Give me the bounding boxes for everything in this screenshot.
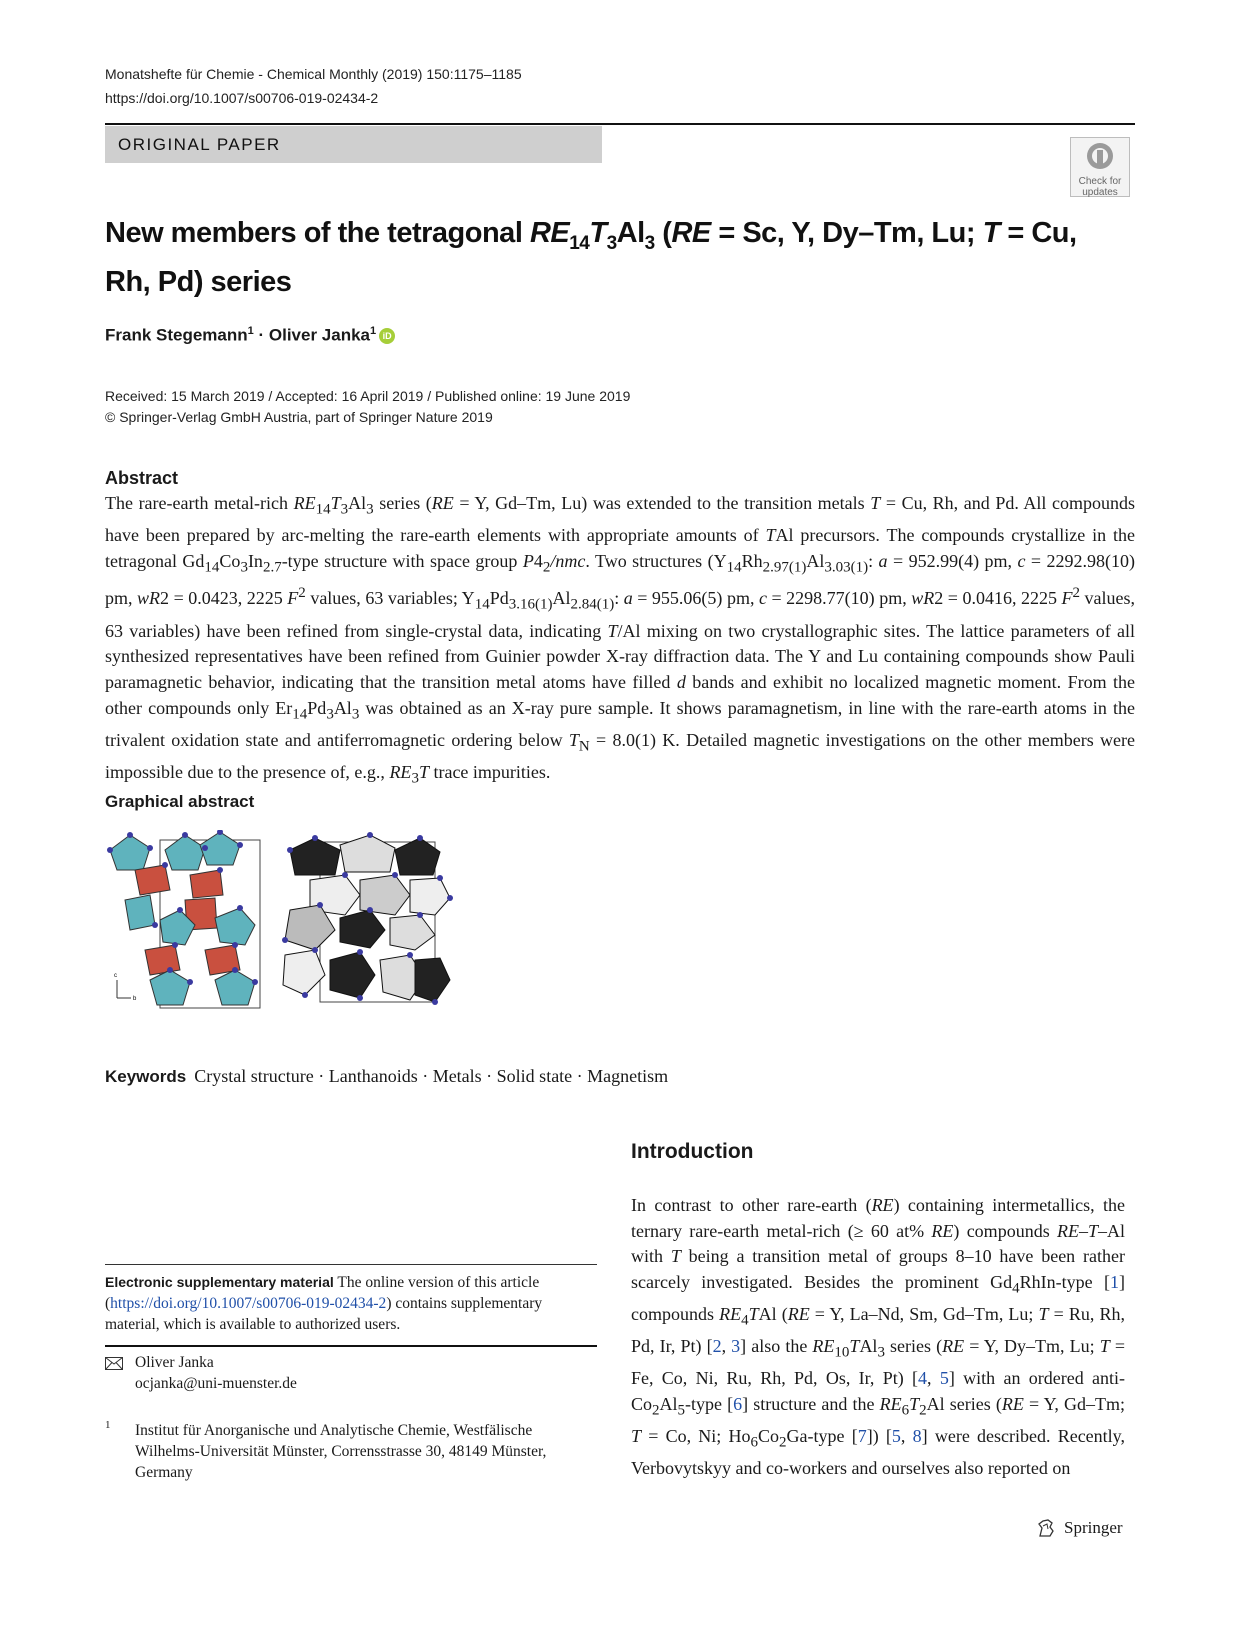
right-polyhedra-structure [282, 832, 453, 1005]
envelope-icon [105, 1357, 123, 1370]
reference-link[interactable]: 3 [731, 1336, 741, 1357]
reference-link[interactable]: 6 [733, 1393, 743, 1414]
corresponding-author-email[interactable]: ocjanka@uni-muenster.de [135, 1375, 297, 1392]
affiliation-text: Institut für Anorganische und Analytische Chemie, Westfälische Wilhelms-Universität Münster, Corrensstrasse 30, 48149 Münster, Germany [135, 1422, 547, 1481]
reference-link[interactable]: 7 [857, 1426, 867, 1447]
footnote-rule [105, 1264, 597, 1265]
abstract-heading: Abstract [105, 468, 179, 488]
header-rule [105, 123, 1135, 125]
reference-link[interactable]: 8 [912, 1426, 922, 1447]
corresponding-author-name: Oliver Janka [135, 1354, 214, 1371]
keywords [105, 1066, 668, 1087]
check-for-updates-badge[interactable] [1070, 137, 1130, 197]
contact-rule [105, 1345, 597, 1347]
reference-link[interactable]: 5 [939, 1368, 949, 1389]
author-name[interactable]: Oliver Janka [268, 325, 371, 345]
springer-logo [1036, 1518, 1123, 1540]
author-list: Frank Stegemann$^1$ · Oliver Janka$^1$ iD [105, 325, 395, 346]
left-polyhedra-structure [107, 830, 260, 1008]
springer-horse-icon [1036, 1518, 1056, 1538]
abstract-body: The rare-earth metal-rich $RE_{14}T_3Al_3$ series (RE = Y, Gd–Tm, Lu) was extended to the transition metals T = Cu, Rh, and Pd. All compounds have been prepared by arc-melting the rare-earth elements with appropriate amounts of TAl precursors. The compounds crystallize in the tetragonal $Gd_{14}Co_3In_{2.7}$-type structure with space group $P4_2$/nmc. Two structures ($Y_{14}Rh_{2.97(1)}Al_{3.03(1)}$: a = 952.99(4) pm, c = 2292.98(10) pm, wR2 = 0.0423, 2225 $F^2$ values, 63 variables; $Y_{14}Pd_{3.16(1)}Al_{2.84(1)}$: a = 955.06(5) pm, c = 2298.77(10) pm, wR2 = 0.0416, 2225 $F^2$ values, 63 variables) have been refined from single-crystal data, indicating T/Al mixing on two crystallographic sites. The lattice parameters of all synthesized representatives have been refined from Guinier powder X-ray diffraction data. The Y and Lu containing compounds show Pauli paramagnetic behavior, indicating that the transition metal atoms have filled d bands and exhibit no localized magnetic moment. From the other compounds only $Er_{14}Pd_3Al_3$ was obtained as an X-ray pure sample. It shows paramagnetism, in line with the rare-earth atoms in the trivalent oxidation state and antiferromagnetic ordering below $T_N = 8.0(1)$ K. Detailed magnetic investigations on the other members were impossible due to the presence of, e.g., $RE_3T$ trace impurities. [105, 493, 1136, 787]
author-name[interactable]: Frank Stegemann [105, 325, 248, 345]
journal-citation: Monatshefte für Chemie - Chemical Monthly (2019) 150:1175–1185 [105, 66, 522, 82]
reference-link[interactable]: 2 [712, 1336, 722, 1357]
orcid-icon[interactable]: iD [379, 328, 395, 344]
reference-link[interactable]: 1 [1110, 1271, 1120, 1292]
paper-title: New members of the tetragonal $RE_{14}T_3Al_3$ (RE = Sc, Y, Dy–Tm, Lu; T = Cu, Rh, Pd) series [105, 217, 1077, 298]
keywords-label: Keywords [105, 1067, 187, 1086]
axis-label-b: b [133, 996, 137, 1002]
graphical-abstract-heading: Graphical abstract [105, 792, 255, 811]
axis-label-c: c [114, 973, 117, 979]
introduction-body: In contrast to other rare-earth (RE) containing intermetallics, the ternary rare-earth metal-rich (≥ 60 at% RE) compounds RE–T–Al with T being a transition metal of groups 8–10 have been rather scarcely investigated. Besides the prominent $Gd_4RhIn$-type [1] compounds $RE_4TAl$ (RE = Y, La–Nd, Sm, Gd–Tm, Lu; T = Ru, Rh, Pd, Ir, Pt) [2, 3] also the $RE_{10}TAl_3$ series (RE = Y, Dy–Tm, Lu; T = Fe, Co, Ni, Ru, Rh, Pd, Os, Ir, Pt) [4, 5] with an ordered anti-$Co_2Al_5$-type [6] structure and the $RE_6T_2Al$ series (RE = Y, Gd–Tm; T = Co, Ni; $Ho_6Co_2Ga$-type [7]) [5, 8] were described. Recently, Verbovytskyy and co-workers and ourselves also reported on [631, 1195, 1126, 1479]
introduction-heading: Introduction [631, 1140, 754, 1163]
doi-link[interactable]: https://doi.org/10.1007/s00706-019-02434-2 [105, 90, 379, 106]
copyright-notice: © Springer-Verlag GmbH Austria, part of Springer Nature 2019 [105, 409, 493, 425]
check-updates-text-2: updates [1082, 187, 1118, 198]
affiliation-number: 1 [105, 1419, 111, 1431]
supplementary-material-note: Electronic supplementary material The online version of this article (https://doi.org/10.1007/s00706-019-02434-2) contains supplementary material, which is available to authorized users. [105, 1274, 543, 1333]
reference-link[interactable]: 5 [891, 1426, 901, 1447]
check-updates-text-1: Check for [1078, 176, 1122, 187]
publication-dates: Received: 15 March 2019 / Accepted: 16 April 2019 / Published online: 19 June 2019 [105, 388, 631, 404]
springer-wordmark: Springer [1064, 1518, 1123, 1537]
paper-type-label: ORIGINAL PAPER [105, 126, 602, 163]
keywords-list: Crystal structure · Lanthanoids · Metals · Solid state · Magnetism [194, 1066, 669, 1086]
graphical-abstract-figure [105, 830, 455, 1015]
supplementary-doi-link[interactable]: https://doi.org/10.1007/s00706-019-02434-2 [110, 1295, 387, 1312]
check-updates-icon [1085, 141, 1115, 171]
reference-link[interactable]: 4 [918, 1368, 928, 1389]
